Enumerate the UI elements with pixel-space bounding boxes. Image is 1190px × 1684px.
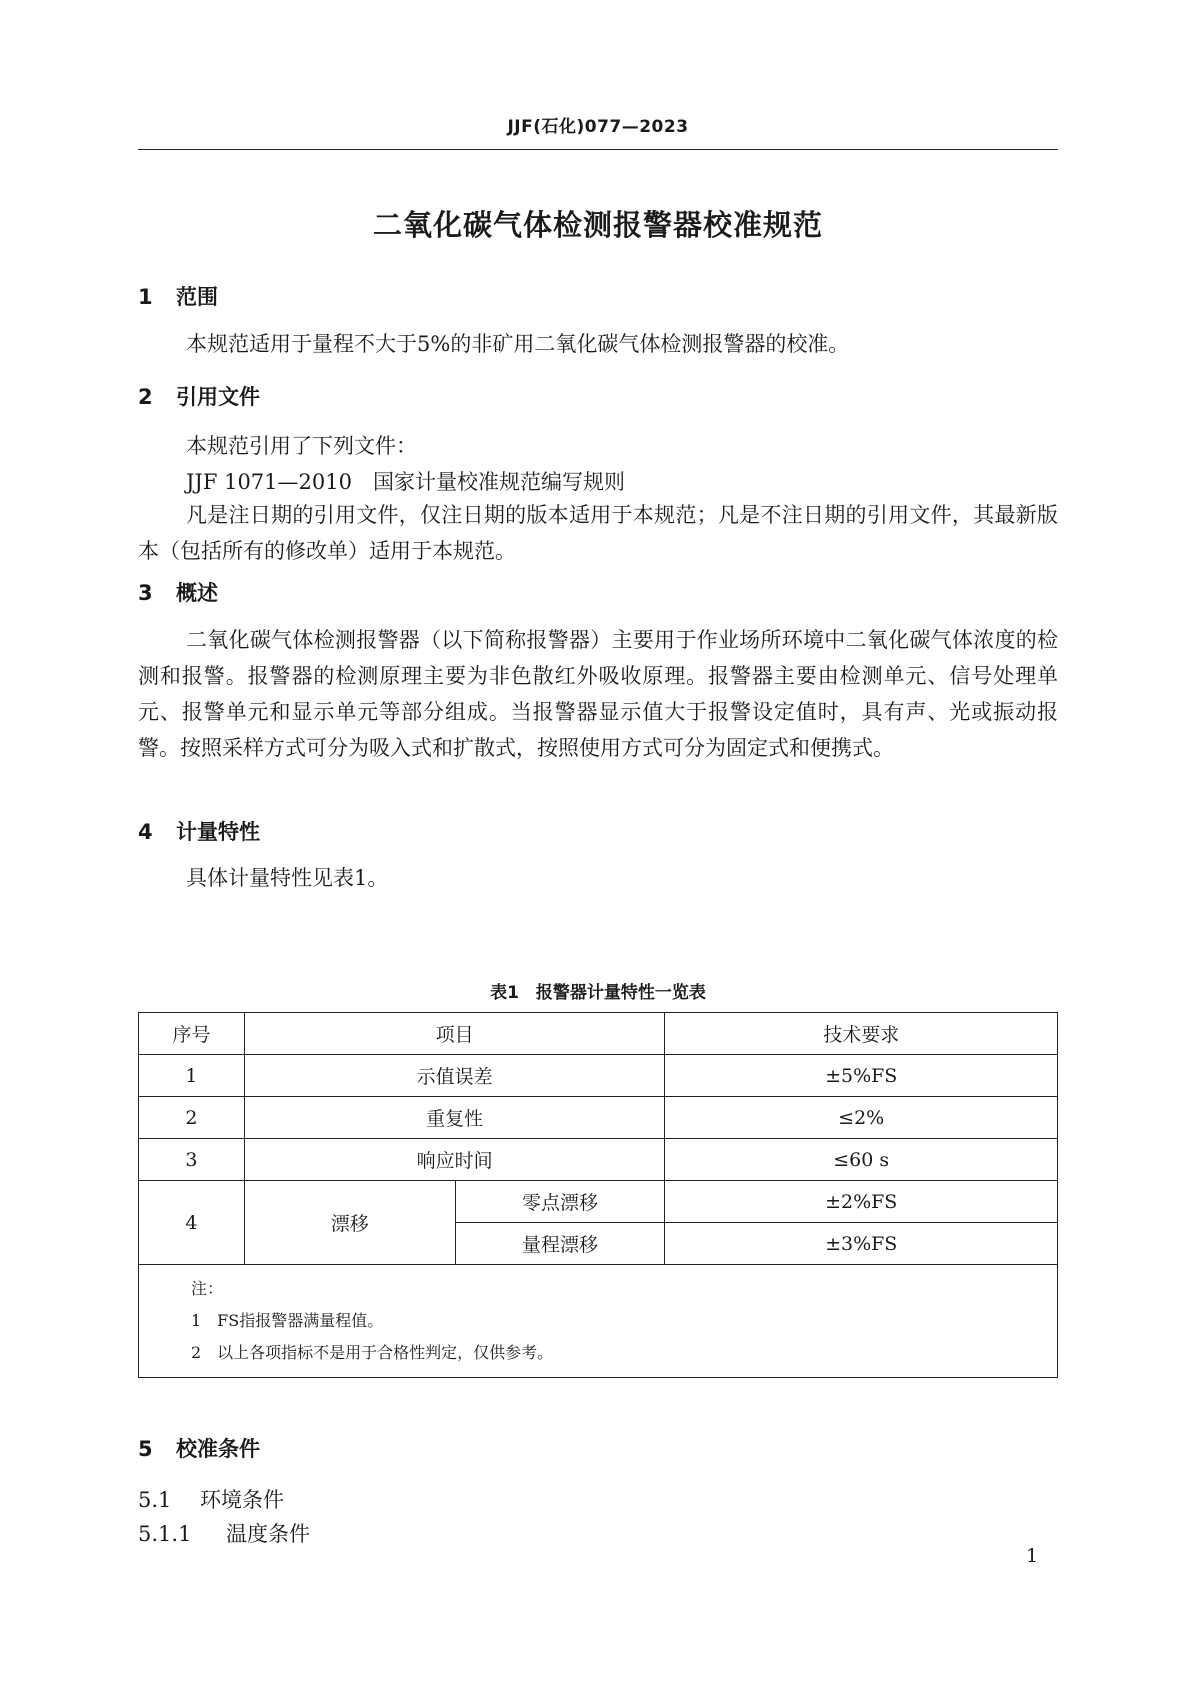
table-header-row: [139, 1013, 1058, 1055]
table-row: [139, 1139, 1058, 1181]
header-rule: [138, 149, 1058, 150]
document-code-header: JJF(石化)077—2023: [507, 117, 689, 137]
subsection-number: 5.1: [138, 1488, 172, 1512]
header-serial-number: 序号: [139, 1013, 245, 1055]
header-technical-requirement: 技术要求: [665, 1013, 1058, 1055]
subsection-5-1-1: [138, 1518, 310, 1548]
table-row: [139, 1097, 1058, 1139]
section-title: 校准条件: [176, 1437, 260, 1461]
document-title: 二氧化碳气体检测报警器校准规范: [372, 208, 823, 242]
notes-label: 注：: [191, 1279, 224, 1298]
section-2-body: 凡是注日期的引用文件，仅注日期的版本适用于本规范；凡是不注日期的引用文件，其最新版本（包括所有的修改单）适用于本规范。: [138, 503, 1058, 563]
table-notes: [139, 1265, 1058, 1378]
section-number: 4: [138, 820, 153, 844]
cell-serial-number: 4: [139, 1181, 245, 1265]
subsection-number: 5.1.1: [138, 1522, 192, 1546]
cell-requirement: ≤2%: [665, 1097, 1058, 1139]
page-number: 1: [1026, 1545, 1039, 1567]
cell-item: 示值误差: [244, 1055, 665, 1097]
section-title: 计量特性: [176, 820, 260, 844]
section-number: 3: [138, 581, 153, 605]
subsection-title: 温度条件: [226, 1522, 310, 1546]
cell-serial-number: 1: [139, 1055, 245, 1097]
cell-requirement: ≤60 s: [665, 1139, 1058, 1181]
section-3-body: 二氧化碳气体检测报警器（以下简称报警器）主要用于作业场所环境中二氧化碳气体浓度的检测和报警。报警器的检测原理主要为非色散红外吸收原理。报警器主要由检测单元、信号处理单元、报警单元和显示单元等部分组成。当报警器显示值大于报警设定值时，具有声、光或振动报警。按照采样方式可分为吸入式和扩散式，按照使用方式可分为固定式和便携式。: [138, 628, 1058, 760]
cell-serial-number: 3: [139, 1139, 245, 1181]
section-3-heading: [138, 577, 218, 607]
section-5-heading: [138, 1433, 260, 1463]
cell-item: 重复性: [244, 1097, 665, 1139]
table-row: [139, 1055, 1058, 1097]
cell-item: 响应时间: [244, 1139, 665, 1181]
header-item: 项目: [244, 1013, 665, 1055]
section-2-heading: [138, 381, 260, 411]
metrological-characteristics-table: [138, 1012, 1058, 1378]
reference-document: JJF 1071—2010 国家计量校准规范编写规则: [186, 470, 625, 494]
note-2: 2 以上各项指标不是用于合格性判定，仅供参考。: [191, 1343, 554, 1362]
cell-item: 漂移: [244, 1181, 455, 1265]
table-notes-row: [139, 1265, 1058, 1378]
cell-serial-number: 2: [139, 1097, 245, 1139]
section-number: 2: [138, 385, 153, 409]
subsection-5-1: [138, 1484, 284, 1514]
table-row: [139, 1181, 1058, 1223]
table-caption: 表1 报警器计量特性一览表: [490, 983, 706, 1003]
section-4-heading: [138, 816, 260, 846]
cell-sub-item: 零点漂移: [455, 1181, 665, 1223]
cell-requirement: ±3%FS: [665, 1223, 1058, 1265]
section-title: 范围: [176, 285, 218, 309]
note-1: 1 FS指报警器满量程值。: [191, 1311, 384, 1330]
section-number: 1: [138, 285, 153, 309]
section-number: 5: [138, 1437, 153, 1461]
section-title: 引用文件: [176, 385, 260, 409]
section-2-intro: 本规范引用了下列文件：: [186, 434, 417, 458]
section-title: 概述: [176, 581, 218, 605]
section-1-heading: [138, 281, 218, 311]
cell-sub-item: 量程漂移: [455, 1223, 665, 1265]
section-1-body: 本规范适用于量程不大于5%的非矿用二氧化碳气体检测报警器的校准。: [186, 332, 850, 356]
cell-requirement: ±5%FS: [665, 1055, 1058, 1097]
section-4-body: 具体计量特性见表1。: [186, 866, 389, 890]
cell-requirement: ±2%FS: [665, 1181, 1058, 1223]
subsection-title: 环境条件: [200, 1488, 284, 1512]
